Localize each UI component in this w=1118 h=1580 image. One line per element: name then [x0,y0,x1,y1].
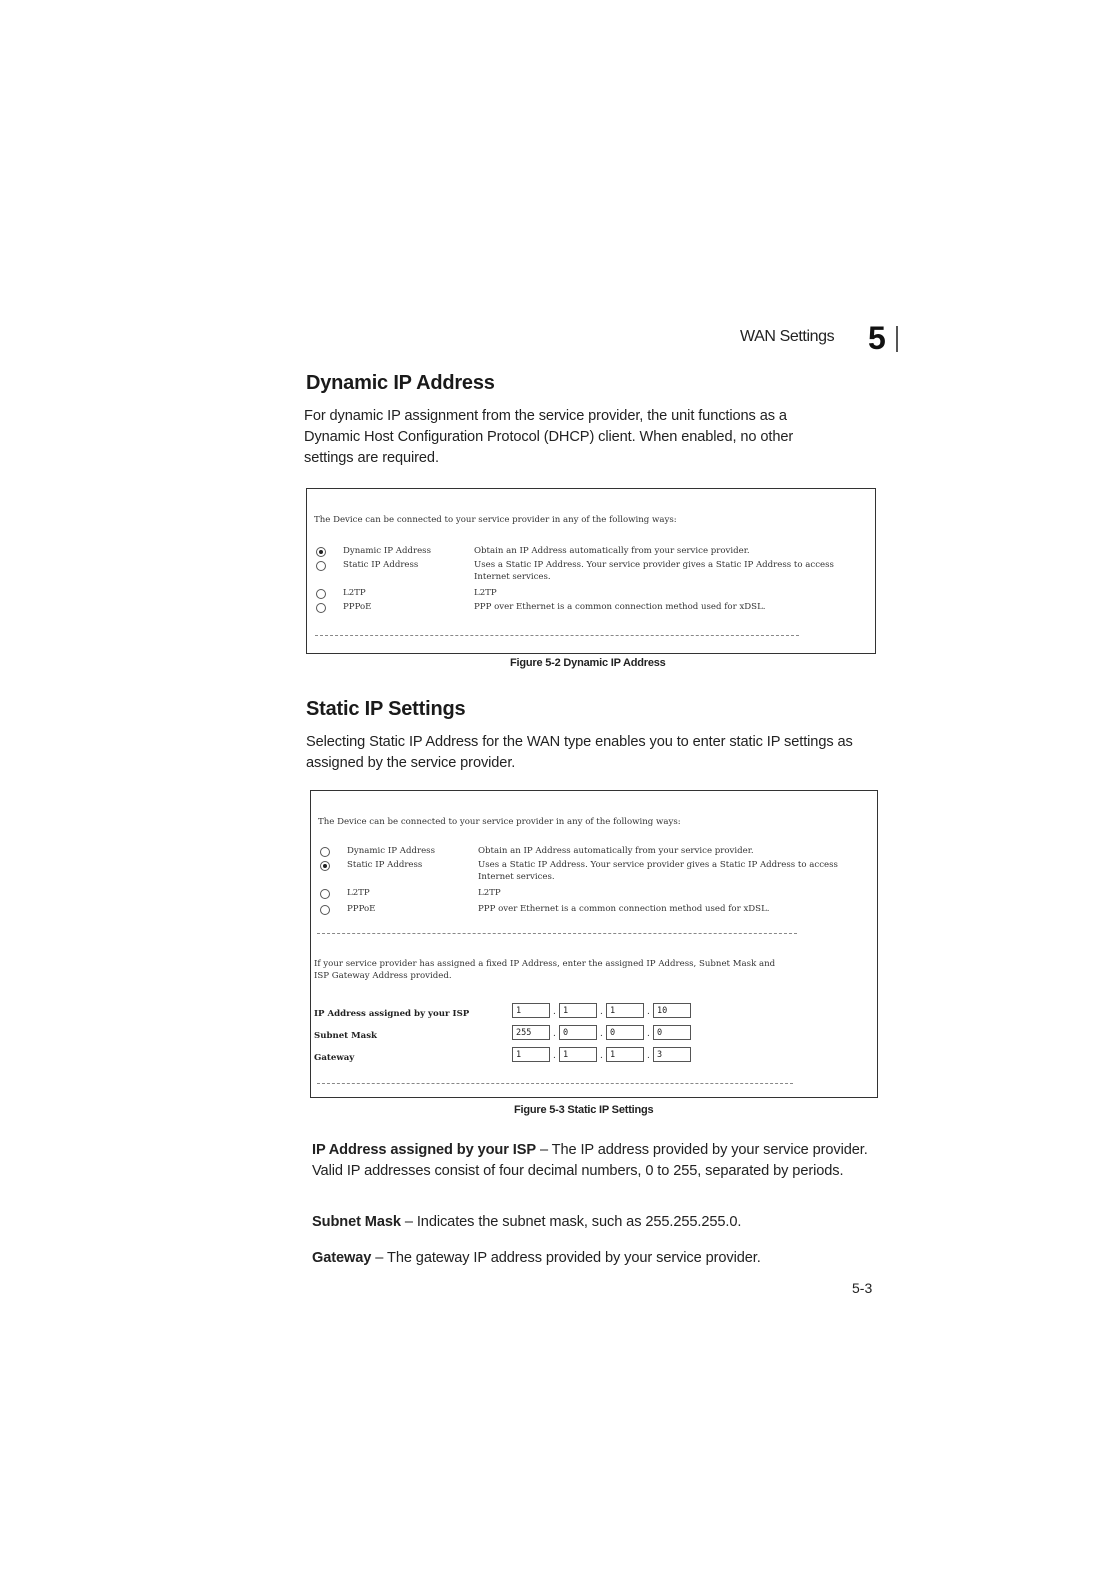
option-description-cont: Internet services. [478,872,555,882]
option-label: PPPoE [347,904,376,914]
page-header [740,320,910,354]
octet-separator: . [647,1007,650,1017]
header-title: WAN Settings [740,328,835,345]
octet-separator: . [553,1029,556,1039]
option-label: Static IP Address [343,560,419,570]
option-description: Obtain an IP Address automatically from your service provider. [478,846,754,856]
definition-ip-address [312,1140,878,1182]
radio-static-ip[interactable] [320,861,330,871]
dynamic-section-title: Dynamic IP Address [306,372,495,394]
option-l2tp[interactable] [307,587,875,601]
header-rule [896,326,898,352]
option-dynamic-ip[interactable] [307,545,875,559]
ip-octet-1[interactable]: 1 [512,1003,550,1018]
gateway-label: Gateway [314,1053,355,1063]
ip-octet-2[interactable]: 1 [559,1003,597,1018]
figure-dynamic-ip [306,488,876,654]
radio-pppoe[interactable] [316,603,326,613]
option-pppoe[interactable] [311,903,877,917]
static-section-title: Static IP Settings [306,698,466,720]
octet-separator: . [553,1007,556,1017]
figure-divider [317,933,797,934]
definition-text: – Indicates the subnet mask, such as 255.255.255.0. [400,1214,742,1230]
option-description: PPP over Ethernet is a common connection method used for xDSL. [474,602,766,612]
radio-dynamic-ip[interactable] [316,547,326,557]
option-l2tp[interactable] [311,887,877,901]
figure-divider [317,1083,793,1084]
radio-l2tp[interactable] [320,889,330,899]
option-label: Dynamic IP Address [347,846,435,856]
option-description: Obtain an IP Address automatically from your service provider. [474,546,750,556]
subnet-octet-1[interactable]: 255 [512,1025,550,1040]
gateway-octet-4[interactable]: 3 [653,1047,691,1062]
octet-separator: . [553,1051,556,1061]
gateway-octet-3[interactable]: 1 [606,1047,644,1062]
ip-octet-3[interactable]: 1 [606,1003,644,1018]
option-description-cont: Internet services. [474,572,551,582]
option-description: Uses a Static IP Address. Your service provider gives a Static IP Address to access [474,560,834,570]
subnet-octet-4[interactable]: 0 [653,1025,691,1040]
radio-static-ip[interactable] [316,561,326,571]
definition-text: – The gateway IP address provided by your service provider. [371,1250,761,1266]
octet-separator: . [647,1051,650,1061]
option-static-ip[interactable] [311,859,877,882]
ip-octet-4[interactable]: 10 [653,1003,691,1018]
static-note-line1: If your service provider has assigned a fixed IP Address, enter the assigned IP Address, Subnet Mask and [314,959,776,969]
subnet-octet-2[interactable]: 0 [559,1025,597,1040]
gateway-octet-1[interactable]: 1 [512,1047,550,1062]
definition-subnet-mask [312,1212,878,1233]
definition-gateway [312,1248,878,1269]
subnet-octet-3[interactable]: 0 [606,1025,644,1040]
figure-intro: The Device can be connected to your service provider in any of the following ways: [314,515,677,525]
option-label: L2TP [347,888,370,898]
option-label: L2TP [343,588,366,598]
gateway-octet-2[interactable]: 1 [559,1047,597,1062]
option-static-ip[interactable] [307,559,875,582]
chapter-number: 5 [868,320,886,356]
subnet-mask-label: Subnet Mask [314,1031,378,1041]
option-pppoe[interactable] [307,601,875,615]
option-description: Uses a Static IP Address. Your service provider gives a Static IP Address to access [478,860,838,870]
figure-caption-static: Figure 5-3 Static IP Settings [514,1104,654,1116]
figure-divider [315,635,799,636]
octet-separator: . [600,1029,603,1039]
radio-dynamic-ip[interactable] [320,847,330,857]
dynamic-paragraph: For dynamic IP assignment from the service provider, the unit functions as a Dynamic Host Configuration Protocol (DHCP) client. When enabled, no other settings are required. [304,408,794,466]
static-note-line2: ISP Gateway Address provided. [314,971,452,981]
option-dynamic-ip[interactable] [311,845,877,859]
definition-term: IP Address assigned by your ISP [312,1142,536,1158]
option-label: Dynamic IP Address [343,546,431,556]
octet-separator: . [600,1007,603,1017]
figure-caption-dynamic: Figure 5-2 Dynamic IP Address [510,657,666,669]
figure-intro: The Device can be connected to your service provider in any of the following ways: [318,817,681,827]
option-label: PPPoE [343,602,372,612]
definition-text: – The IP address provided by your service provider. Valid IP addresses consist of four decimal numbers, 0 to 255, separated by periods. [312,1142,868,1179]
definition-term: Subnet Mask [312,1214,401,1230]
octet-separator: . [647,1029,650,1039]
radio-pppoe[interactable] [320,905,330,915]
option-description: PPP over Ethernet is a common connection method used for xDSL. [478,904,770,914]
figure-static-ip [310,790,878,1098]
octet-separator: . [600,1051,603,1061]
radio-l2tp[interactable] [316,589,326,599]
definition-term: Gateway [312,1250,372,1266]
option-label: Static IP Address [347,860,423,870]
option-description: L2TP [478,888,501,898]
ip-address-label: IP Address assigned by your ISP [314,1009,470,1019]
option-description: L2TP [474,588,497,598]
static-paragraph: Selecting Static IP Address for the WAN type enables you to enter static IP settings as assigned by the service provider. [306,734,853,771]
page-number: 5-3 [852,1280,873,1296]
